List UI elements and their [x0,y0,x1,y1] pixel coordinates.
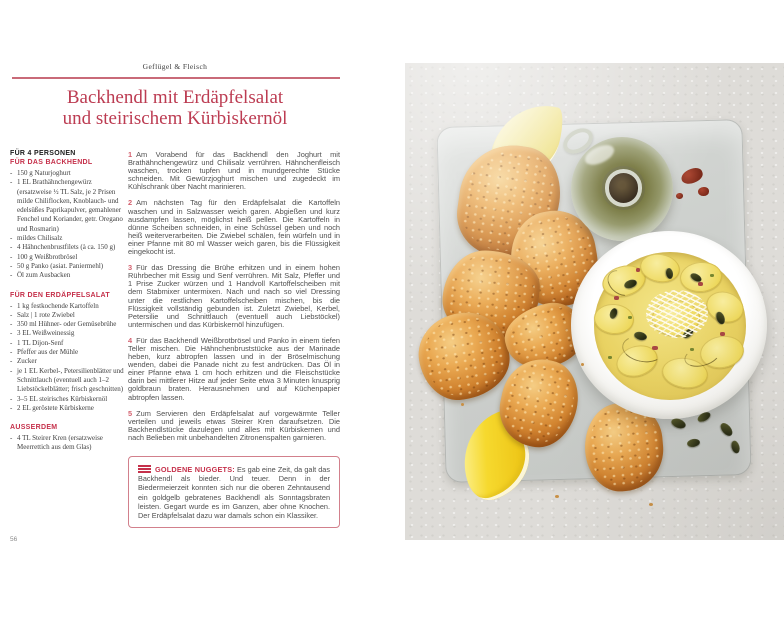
ingredient-item: - 2 EL geröstete Kürbiskerne [10,404,124,413]
ingredient-item: - Pfeffer aus der Mühle [10,348,124,357]
section-heading-ausserdem: AUSSERDEM [10,424,58,432]
step-5 [128,410,340,442]
chapter-header: Geflügel & Fleisch [142,62,208,71]
step-number: 5 [128,408,133,418]
ingredient-item: - 1 EL Brathähnchengewürz (ersatzweise ½ TL Salz, je 2 Prisen milde Chiliflocken, Knoblauch- und edelsüßes Paprikapulver, gemahlener Fenchel und Koriander, getr. Oregano und Rosmarin) [10,178,124,234]
recipe-photo [405,63,784,540]
ingredient-item: - 1 kg festkochende Kartoffeln [10,302,124,311]
step-text: Am Vorabend für das Backhendl den Joghurt mit Brathähnchengewürz und Chilisalz verrühren. Hähnchenfleisch waschen, trocken tupfen und in mundgerechte Stücke schneiden. Mit Gewürzjoghurt mischen und zugedeckt im Kühlschrank über Nacht marinieren. [128,150,340,192]
ingredient-item: - 4 Hähnchenbrustfilets (à ca. 150 g) [10,243,124,252]
step-1 [128,151,340,191]
red-onion-fleck [698,282,703,286]
crumb [555,495,559,498]
herb-fleck [710,274,714,277]
horseradish-garnish [646,290,708,338]
step-text: Am nächsten Tag für den Erdäpfelsalat die Kartoffeln waschen und in Salzwasser weich garen. Abgießen und kurz ausdampfen lassen, möglichst heiß pellen. Die Kartoffeln in dünne Scheiben schneiden, in eine Schüssel geben und noch heiß weiterverarbeiten. Die Zwiebel schälen, fein würfeln und in einer Pfanne mit 80 ml Wasser weich garen, bis die Flüssigkeit eingekocht ist. [128,198,340,257]
oil-jug-opening [605,169,643,206]
step-number: 3 [128,263,133,273]
ingredient-item: - mildes Chilisalz [10,234,124,243]
oil-jug [571,137,673,241]
step-number: 4 [128,335,133,345]
step-text: Für das Dressing die Brühe erhitzen und in einem hohen Rührbecher mit Essig und Senf verrühren. Mit Salz, Pfeffer und 1 Prise Zucker würzen und 1 Handvoll Kartoffelscheiben mit dem Stabmixer untermixen. Nach und nach so viel Dressing unter die restlichen Kartoffelscheiben mischen, bis die Flüssigkeit vollständig gebunden ist. Zuletzt Zwiebel, Kerbel, Petersilie und Schnittlauch (eventuell auch Liebstöckel) untermischen und das Kürbiskernöl hinzufügen. [128,263,340,329]
page-number: 56 [10,536,18,543]
ingredient-item: - Salz | 1 rote Zwiebel [10,311,124,320]
step-text: Für das Backhendl Weißbrotbrösel und Panko in einem tiefen Teller mischen. Die Hähnchenbruststücke aus der Marinade heben, kurz abtropfen lassen und in der Bröselmischung wenden, dabei die Panade nicht zu fest andrücken. Das Öl in einer Pfanne etwa 1 cm hoch erhitzen und die Fleischstücke darin bei mittlerer Hitze auf jeder Seite etwa 3 Minuten knusprig goldbraun braten. Herausnehmen und auf Küchenpapier abtropfen lassen. [128,335,340,402]
step-2 [128,199,340,256]
tip-text: Es gab eine Zeit, da galt das Backhendl als bieder. Und teuer. Denn in der Biedermeierzeit konnten sich nur die oberen Zehntausend ein goldgelb gebratenes Backhendl als Sonntagsbraten leisten. Gegart wurde es im Ganzen, aber ohne Knochen. Der Erdäpfelsalat dazu war damals schon ein Klassiker. [138,465,330,521]
ingredient-item: - 3 EL Weißweinessig [10,329,124,338]
oil-droplet [698,187,709,196]
ingredient-item: - 150 g Naturjoghurt [10,169,124,178]
crumb [649,503,653,506]
ingredient-item: - 350 ml Hühner- oder Gemüsebrühe [10,320,124,329]
step-number: 2 [128,198,133,208]
herb-fleck [608,356,612,359]
ingredient-item: - 100 g Weißbrotbrösel [10,253,124,262]
servings-heading: FÜR 4 PERSONEN [10,150,76,157]
tip-label: GOLDENE NUGGETS: [155,465,235,474]
red-onion-fleck [614,296,619,300]
page-title [10,88,340,129]
ingredients-column [10,150,124,455]
ingredient-list-erdaepfelsalat [10,302,124,414]
step-3 [128,264,340,329]
potato-salad-bowl [571,231,767,419]
step-text: Zum Servieren den Erdäpfelsalat auf vorgewärmte Teller verteilen und jeweils etwas Steirer Kren daraufsetzen. Die Backhendlstücke dazulegen und alles mit Kürbiskernen und nach Belieben mit unbehandelten Zitronenspalten garnieren. [128,408,340,442]
ingredient-item: - 3–5 EL steirisches Kürbiskernöl [10,395,124,404]
herb-fleck [628,316,632,319]
tip-box [128,456,340,528]
ingredient-item: - Zucker [10,357,124,366]
header-rule [12,77,340,79]
steps-column [128,151,340,528]
ingredient-item: - je 1 EL Kerbel-, Petersilienblätter und Schnittlauch (eventuell auch 1–2 Liebstöckelblätter; frisch geschnitten) [10,367,124,395]
ingredient-item: - 4 TL Steirer Kren (ersatzweise Meerrettich aus dem Glas) [10,434,124,453]
step-number: 1 [128,150,133,159]
ingredient-item: - 50 g Panko (asiat. Paniermehl) [10,262,124,271]
section-heading-erdaepfelsalat: FÜR DEN ERDÄPFELSALAT [10,291,110,299]
red-onion-fleck [720,332,725,336]
ingredient-list-ausserdem [10,434,124,453]
recipe-title-line1: Backhendl mit Erdäpfelsalat [66,87,284,108]
ingredient-item: - Öl zum Ausbacken [10,271,124,280]
oil-droplet [676,193,683,199]
red-onion-fleck [636,268,640,272]
ingredient-list-backhendl [10,169,124,281]
potato-salad [594,252,746,400]
ingredient-item: - 1 TL Dijon-Senf [10,339,124,348]
crumb [461,403,464,406]
triple-bars-icon [138,465,151,473]
step-4 [128,337,340,402]
recipe-title-line2: und steirischem Kürbiskernöl [62,107,288,129]
section-heading-backhendl: FÜR DAS BACKHENDL [10,159,93,166]
crumb [581,363,584,366]
